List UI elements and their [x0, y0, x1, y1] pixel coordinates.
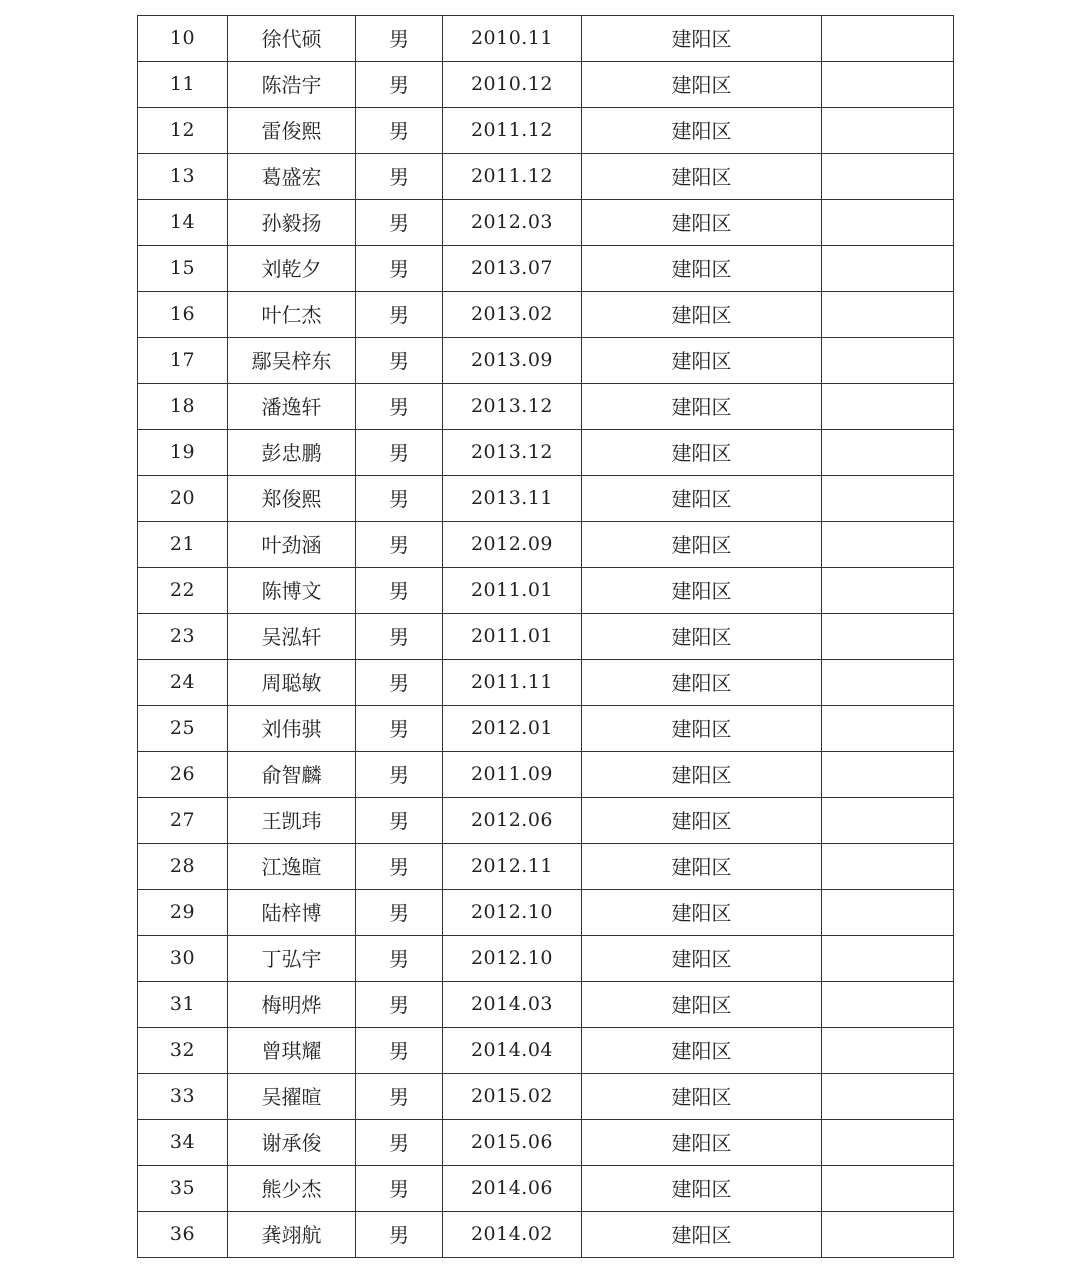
person-name-cell: 叶仁杰: [228, 292, 356, 338]
row-number-cell: 24: [138, 660, 228, 706]
district-cell: 建阳区: [582, 200, 822, 246]
table-row: [138, 338, 954, 384]
gender-cell: 男: [356, 384, 443, 430]
person-name-cell: 陆梓博: [228, 890, 356, 936]
gender-cell: 男: [356, 936, 443, 982]
row-number-cell: 19: [138, 430, 228, 476]
gender-cell: 男: [356, 614, 443, 660]
row-number-cell: 18: [138, 384, 228, 430]
remarks-cell: [822, 108, 954, 154]
person-name-cell: 梅明烨: [228, 982, 356, 1028]
row-number-cell: 30: [138, 936, 228, 982]
gender-cell: 男: [356, 1212, 443, 1258]
person-name-cell: 吴泓轩: [228, 614, 356, 660]
table-row: [138, 384, 954, 430]
remarks-cell: [822, 384, 954, 430]
row-number-cell: 32: [138, 1028, 228, 1074]
gender-cell: 男: [356, 844, 443, 890]
remarks-cell: [822, 1028, 954, 1074]
birth-date-cell: 2015.02: [443, 1074, 582, 1120]
person-name-cell: 叶劲涵: [228, 522, 356, 568]
table-row: [138, 62, 954, 108]
person-name-cell: 丁弘宇: [228, 936, 356, 982]
table-row: [138, 1028, 954, 1074]
birth-date-cell: 2010.11: [443, 16, 582, 62]
table-row: [138, 1212, 954, 1258]
table-row: [138, 936, 954, 982]
person-name-cell: 葛盛宏: [228, 154, 356, 200]
district-cell: 建阳区: [582, 292, 822, 338]
row-number-cell: 25: [138, 706, 228, 752]
person-name-cell: 龚翊航: [228, 1212, 356, 1258]
row-number-cell: 14: [138, 200, 228, 246]
person-name-cell: 陈博文: [228, 568, 356, 614]
birth-date-cell: 2014.06: [443, 1166, 582, 1212]
table-row: [138, 982, 954, 1028]
remarks-cell: [822, 706, 954, 752]
row-number-cell: 36: [138, 1212, 228, 1258]
row-number-cell: 11: [138, 62, 228, 108]
gender-cell: 男: [356, 660, 443, 706]
birth-date-cell: 2012.10: [443, 936, 582, 982]
gender-cell: 男: [356, 108, 443, 154]
person-name-cell: 王凯玮: [228, 798, 356, 844]
remarks-cell: [822, 62, 954, 108]
gender-cell: 男: [356, 154, 443, 200]
row-number-cell: 28: [138, 844, 228, 890]
remarks-cell: [822, 982, 954, 1028]
remarks-cell: [822, 1120, 954, 1166]
person-name-cell: 刘伟骐: [228, 706, 356, 752]
gender-cell: 男: [356, 200, 443, 246]
birth-date-cell: 2014.02: [443, 1212, 582, 1258]
person-name-cell: 吴擢暄: [228, 1074, 356, 1120]
birth-date-cell: 2014.04: [443, 1028, 582, 1074]
table-row: [138, 108, 954, 154]
birth-date-cell: 2013.07: [443, 246, 582, 292]
row-number-cell: 27: [138, 798, 228, 844]
birth-date-cell: 2013.12: [443, 384, 582, 430]
table-row: [138, 292, 954, 338]
remarks-cell: [822, 890, 954, 936]
district-cell: 建阳区: [582, 936, 822, 982]
gender-cell: 男: [356, 798, 443, 844]
remarks-cell: [822, 568, 954, 614]
remarks-cell: [822, 430, 954, 476]
table-row: [138, 1074, 954, 1120]
district-cell: 建阳区: [582, 476, 822, 522]
row-number-cell: 13: [138, 154, 228, 200]
remarks-cell: [822, 752, 954, 798]
remarks-cell: [822, 1074, 954, 1120]
birth-date-cell: 2011.09: [443, 752, 582, 798]
person-name-cell: 徐代硕: [228, 16, 356, 62]
district-cell: 建阳区: [582, 752, 822, 798]
person-name-cell: 雷俊熙: [228, 108, 356, 154]
birth-date-cell: 2014.03: [443, 982, 582, 1028]
gender-cell: 男: [356, 246, 443, 292]
person-name-cell: 刘乾夕: [228, 246, 356, 292]
gender-cell: 男: [356, 430, 443, 476]
district-cell: 建阳区: [582, 1212, 822, 1258]
table-row: [138, 522, 954, 568]
table-row: [138, 16, 954, 62]
remarks-cell: [822, 1212, 954, 1258]
birth-date-cell: 2012.06: [443, 798, 582, 844]
gender-cell: 男: [356, 292, 443, 338]
gender-cell: 男: [356, 62, 443, 108]
district-cell: 建阳区: [582, 982, 822, 1028]
person-name-cell: 曾琪耀: [228, 1028, 356, 1074]
birth-date-cell: 2013.11: [443, 476, 582, 522]
district-cell: 建阳区: [582, 108, 822, 154]
birth-date-cell: 2010.12: [443, 62, 582, 108]
row-number-cell: 34: [138, 1120, 228, 1166]
district-cell: 建阳区: [582, 706, 822, 752]
remarks-cell: [822, 292, 954, 338]
remarks-cell: [822, 1166, 954, 1212]
row-number-cell: 12: [138, 108, 228, 154]
birth-date-cell: 2011.11: [443, 660, 582, 706]
table-row: [138, 568, 954, 614]
birth-date-cell: 2012.09: [443, 522, 582, 568]
row-number-cell: 20: [138, 476, 228, 522]
person-name-cell: 孙毅扬: [228, 200, 356, 246]
row-number-cell: 16: [138, 292, 228, 338]
birth-date-cell: 2012.03: [443, 200, 582, 246]
district-cell: 建阳区: [582, 246, 822, 292]
district-cell: 建阳区: [582, 1028, 822, 1074]
district-cell: 建阳区: [582, 614, 822, 660]
district-cell: 建阳区: [582, 1166, 822, 1212]
remarks-cell: [822, 154, 954, 200]
person-name-cell: 潘逸轩: [228, 384, 356, 430]
gender-cell: 男: [356, 706, 443, 752]
table-row: [138, 614, 954, 660]
district-cell: 建阳区: [582, 844, 822, 890]
table-row: [138, 430, 954, 476]
table-row: [138, 154, 954, 200]
row-number-cell: 17: [138, 338, 228, 384]
row-number-cell: 23: [138, 614, 228, 660]
birth-date-cell: 2012.01: [443, 706, 582, 752]
table-row: [138, 1166, 954, 1212]
birth-date-cell: 2015.06: [443, 1120, 582, 1166]
table-row: [138, 660, 954, 706]
gender-cell: 男: [356, 890, 443, 936]
remarks-cell: [822, 660, 954, 706]
birth-date-cell: 2013.09: [443, 338, 582, 384]
gender-cell: 男: [356, 1166, 443, 1212]
row-number-cell: 31: [138, 982, 228, 1028]
row-number-cell: 21: [138, 522, 228, 568]
remarks-cell: [822, 798, 954, 844]
row-number-cell: 22: [138, 568, 228, 614]
remarks-cell: [822, 936, 954, 982]
table-row: [138, 246, 954, 292]
gender-cell: 男: [356, 752, 443, 798]
birth-date-cell: 2011.01: [443, 568, 582, 614]
person-name-cell: 俞智麟: [228, 752, 356, 798]
birth-date-cell: 2012.11: [443, 844, 582, 890]
person-name-cell: 江逸暄: [228, 844, 356, 890]
person-name-cell: 谢承俊: [228, 1120, 356, 1166]
gender-cell: 男: [356, 522, 443, 568]
district-cell: 建阳区: [582, 62, 822, 108]
district-cell: 建阳区: [582, 1120, 822, 1166]
table-row: [138, 706, 954, 752]
table-row: [138, 798, 954, 844]
row-number-cell: 35: [138, 1166, 228, 1212]
person-name-cell: 鄢吴梓东: [228, 338, 356, 384]
roster-body: [138, 16, 954, 1258]
birth-date-cell: 2013.12: [443, 430, 582, 476]
birth-date-cell: 2013.02: [443, 292, 582, 338]
table-row: [138, 890, 954, 936]
district-cell: 建阳区: [582, 798, 822, 844]
remarks-cell: [822, 246, 954, 292]
remarks-cell: [822, 522, 954, 568]
gender-cell: 男: [356, 1074, 443, 1120]
remarks-cell: [822, 338, 954, 384]
district-cell: 建阳区: [582, 16, 822, 62]
district-cell: 建阳区: [582, 890, 822, 936]
table-row: [138, 844, 954, 890]
table-row: [138, 476, 954, 522]
row-number-cell: 29: [138, 890, 228, 936]
remarks-cell: [822, 614, 954, 660]
remarks-cell: [822, 200, 954, 246]
person-name-cell: 郑俊熙: [228, 476, 356, 522]
person-name-cell: 熊少杰: [228, 1166, 356, 1212]
table-row: [138, 1120, 954, 1166]
gender-cell: 男: [356, 338, 443, 384]
district-cell: 建阳区: [582, 660, 822, 706]
gender-cell: 男: [356, 476, 443, 522]
person-name-cell: 陈浩宇: [228, 62, 356, 108]
roster-table: [137, 15, 954, 1258]
gender-cell: 男: [356, 568, 443, 614]
row-number-cell: 15: [138, 246, 228, 292]
person-name-cell: 周聪敏: [228, 660, 356, 706]
district-cell: 建阳区: [582, 154, 822, 200]
gender-cell: 男: [356, 1120, 443, 1166]
table-row: [138, 200, 954, 246]
row-number-cell: 10: [138, 16, 228, 62]
district-cell: 建阳区: [582, 1074, 822, 1120]
gender-cell: 男: [356, 1028, 443, 1074]
table-row: [138, 752, 954, 798]
birth-date-cell: 2011.12: [443, 108, 582, 154]
remarks-cell: [822, 844, 954, 890]
district-cell: 建阳区: [582, 430, 822, 476]
row-number-cell: 26: [138, 752, 228, 798]
birth-date-cell: 2011.01: [443, 614, 582, 660]
row-number-cell: 33: [138, 1074, 228, 1120]
district-cell: 建阳区: [582, 338, 822, 384]
district-cell: 建阳区: [582, 384, 822, 430]
district-cell: 建阳区: [582, 522, 822, 568]
district-cell: 建阳区: [582, 568, 822, 614]
gender-cell: 男: [356, 982, 443, 1028]
gender-cell: 男: [356, 16, 443, 62]
birth-date-cell: 2011.12: [443, 154, 582, 200]
remarks-cell: [822, 476, 954, 522]
person-name-cell: 彭忠鹏: [228, 430, 356, 476]
birth-date-cell: 2012.10: [443, 890, 582, 936]
remarks-cell: [822, 16, 954, 62]
